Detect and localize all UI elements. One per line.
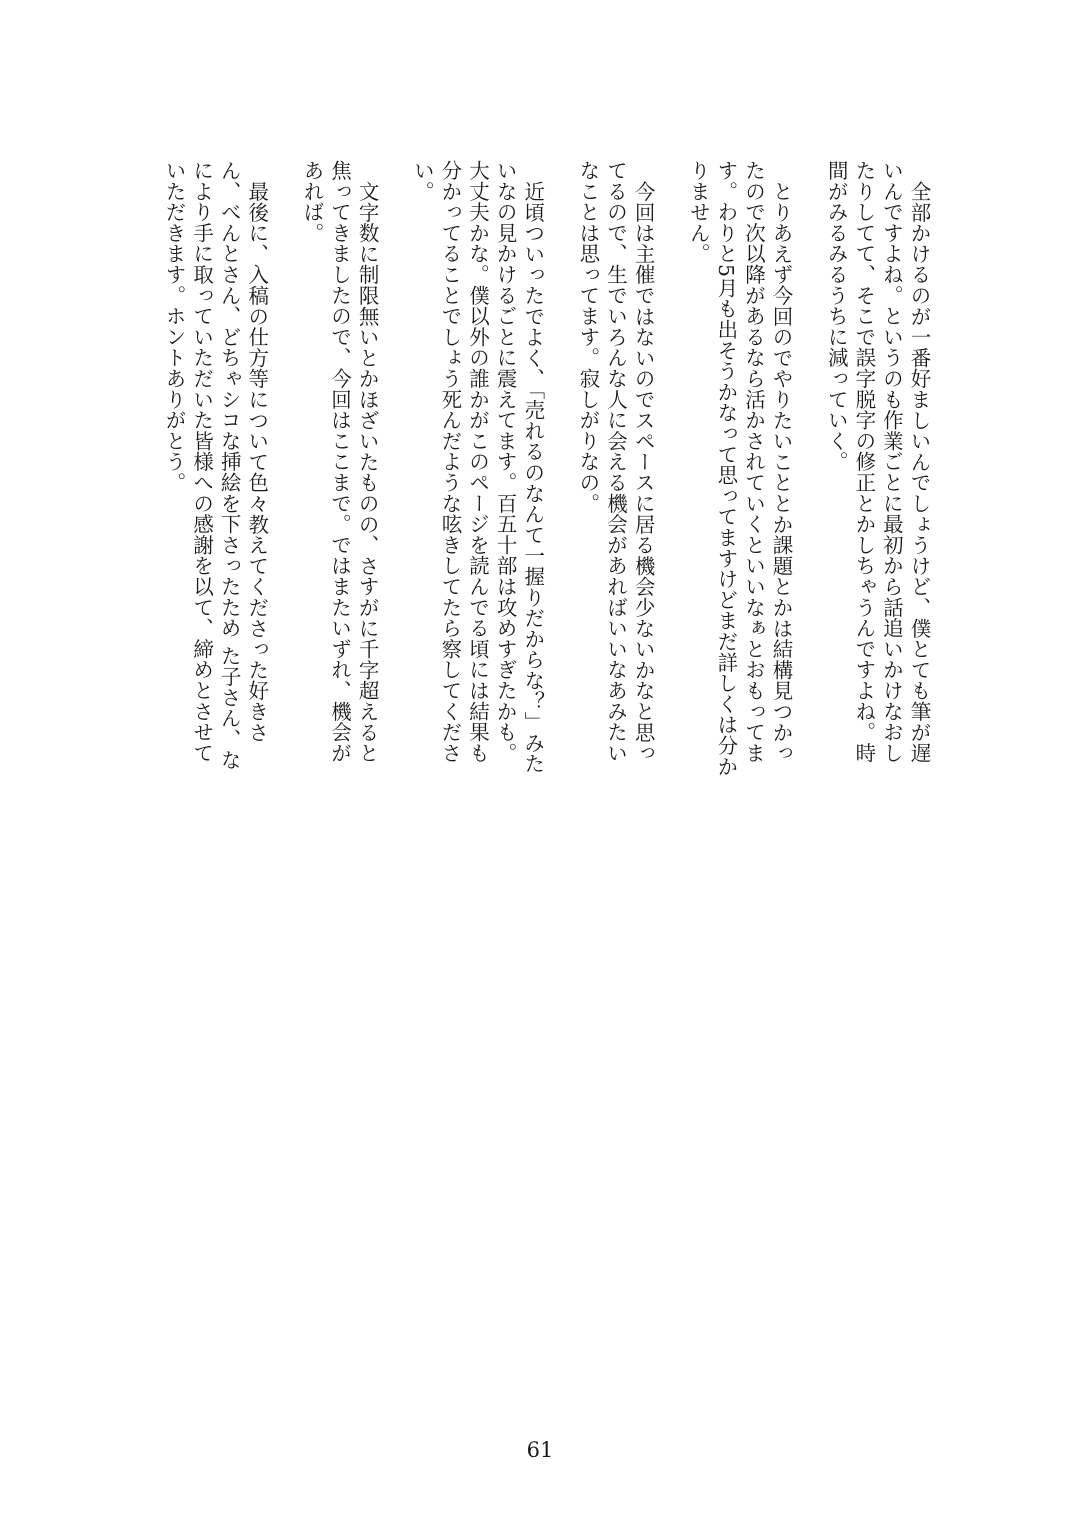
paragraph-2: とりあえず今回のでやりたいこととか課題とかは結構見つかったので次以降があるなら活かされていくといいなぁとおもってます。わりと5月も出そうかなって思ってますけどまだ詳しくは分かりません。 [686, 160, 794, 777]
paragraph-1: 全部かけるのが一番好ましいんでしょうけど、僕とても筆が遅いんですよね。というのも作業ごとに最初から話追いかけなおしたりしてて、そこで誤字脱字の修正とかしちゃうんですよね。時間がみるみるうちに減っていく。 [824, 160, 931, 764]
body-text [159, 160, 932, 780]
paragraph-4: 近頃ついったでよく、「売れるのなんて一握りだからな？」みたいなの見かけるごとに震えてます。百五十部は攻めすぎたかも。大丈夫かな。僕以外の誰かがこのページを読んでる頃には結果も分かってることでしょう死んだような呟きしてたら察してください。 [410, 160, 545, 774]
paragraph-3: 今回は主催ではないのでスペースに居る機会少ないかなと思ってるので、生でいろんな人に会える機会があればいいなあみたいなことは思ってます。寂しがりなの。 [575, 160, 656, 764]
paragraph-6: 最後に、入稿の仕方等について色々教えてくださった好きさん、べんとさん、どちゃシコな挿絵を下さったため た子さん、なにより手に取っていただいた皆様への感謝を以て、締めとさせていただきます。ホントありがとう。 [161, 160, 269, 771]
page-number: 61 [526, 1438, 554, 1462]
paragraph-5: 文字数に制限無いとかほざいたものの、さすがに千字超えると焦ってきましたので、今回はここまで。ではまたいずれ、機会があれば。 [299, 160, 380, 764]
